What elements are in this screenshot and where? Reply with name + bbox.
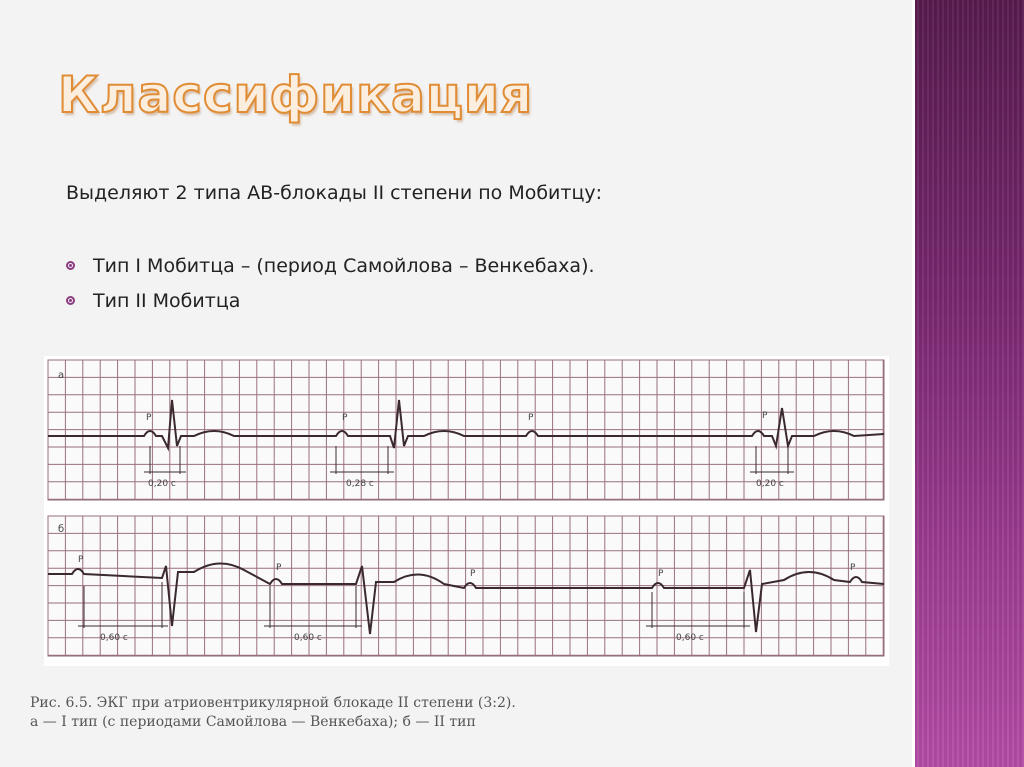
bullet-list bbox=[66, 248, 595, 318]
strip-a-p-wave-label: P bbox=[342, 413, 348, 423]
ecg-image bbox=[44, 356, 889, 666]
ecg-strip-a bbox=[48, 360, 884, 500]
strip-b-interval-label: 0,60 с bbox=[100, 633, 128, 643]
strip-a-interval-label: 0,20 с bbox=[148, 479, 176, 489]
strip-a-interval-label: 0,20 с bbox=[756, 479, 784, 489]
strip-b-p-wave-label: P bbox=[658, 569, 664, 579]
figure-caption bbox=[30, 694, 516, 732]
strip-b-p-wave-label: P bbox=[850, 563, 856, 573]
strip-b-label: б bbox=[58, 524, 65, 535]
decorative-side-band bbox=[912, 0, 1024, 767]
strip-b-p-wave-label: P bbox=[276, 563, 282, 573]
strip-b-p-wave-label: P bbox=[470, 569, 476, 579]
bullet-circle-icon bbox=[66, 296, 75, 305]
caption-line: Рис. 6.5. ЭКГ при атриовентрикулярной блокаде II степени (3:2). bbox=[30, 695, 516, 711]
side-band-edge bbox=[912, 0, 915, 767]
caption-line: а — I тип (с периодами Самойлова — Венкебаха); б — II тип bbox=[30, 714, 476, 730]
bullet-item bbox=[66, 283, 595, 318]
ecg-figure bbox=[44, 356, 889, 666]
slide-title: Классификация bbox=[58, 66, 534, 124]
strip-a-p-wave-label: P bbox=[528, 413, 534, 423]
strip-a-label: а bbox=[58, 370, 65, 381]
strip-a-p-wave-label: P bbox=[762, 411, 768, 421]
ecg-strip-b bbox=[48, 516, 884, 656]
bullet-item bbox=[66, 248, 595, 283]
strip-b-interval-label: 0,60 с bbox=[294, 633, 322, 643]
bullet-text: Тип I Мобитца – (период Самойлова – Венкебаха). bbox=[93, 254, 595, 277]
strip-b-p-wave-label: P bbox=[78, 555, 84, 565]
bullet-text: Тип II Мобитца bbox=[93, 289, 241, 312]
strip-a-interval-label: 0,28 с bbox=[346, 479, 374, 489]
strip-a-p-wave-label: P bbox=[146, 413, 152, 423]
bullet-circle-icon bbox=[66, 261, 75, 270]
strip-b-interval-label: 0,60 с bbox=[676, 633, 704, 643]
intro-text: Выделяют 2 типа АВ-блокады II степени по Мобитцу: bbox=[66, 182, 603, 204]
